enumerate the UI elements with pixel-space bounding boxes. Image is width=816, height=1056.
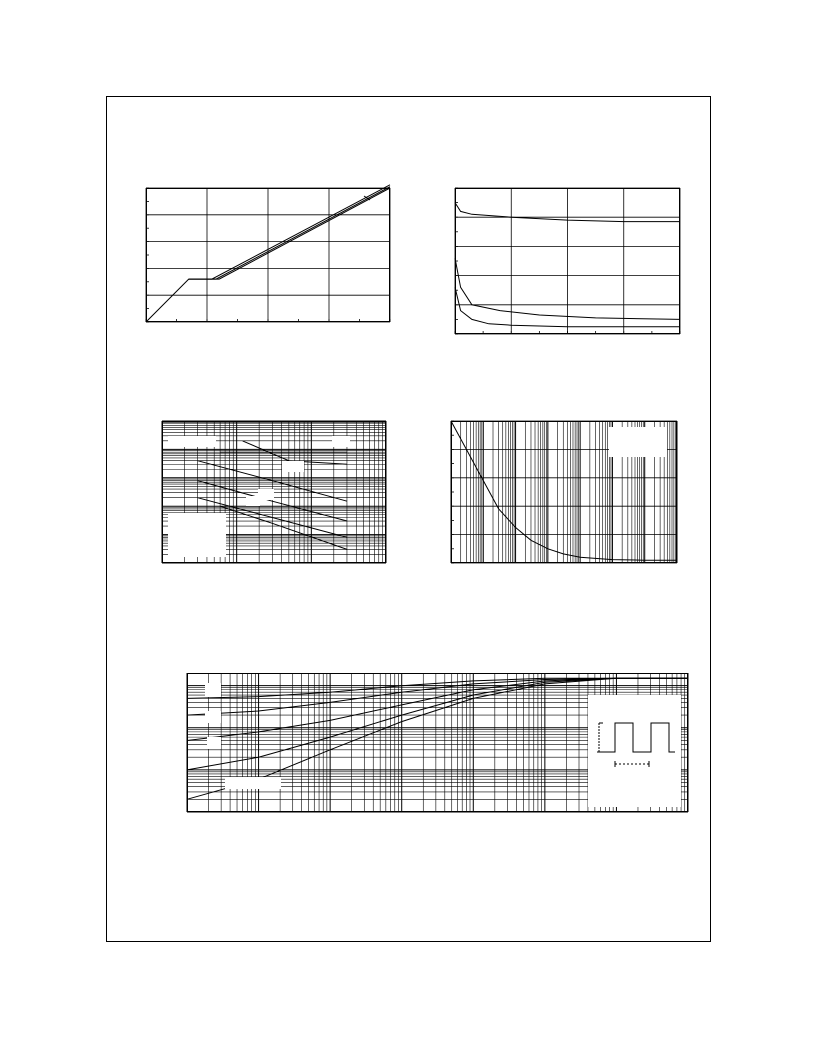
note-block <box>168 513 226 557</box>
legend-block <box>225 777 281 789</box>
chart-5 <box>187 673 688 812</box>
legend-block <box>207 737 221 749</box>
label-block <box>332 436 350 447</box>
chart-3 <box>162 421 386 563</box>
label-block <box>246 496 260 506</box>
note-block <box>609 427 667 457</box>
label-block <box>258 489 274 500</box>
legend-block <box>205 683 221 697</box>
label-block <box>282 461 304 472</box>
chart-2 <box>455 188 680 334</box>
legend-block <box>168 436 216 447</box>
chart-4 <box>451 421 677 563</box>
chart-1 <box>146 188 390 322</box>
series-line-3 <box>189 185 390 279</box>
legend-block <box>205 711 221 723</box>
pulse-inset <box>588 695 681 807</box>
